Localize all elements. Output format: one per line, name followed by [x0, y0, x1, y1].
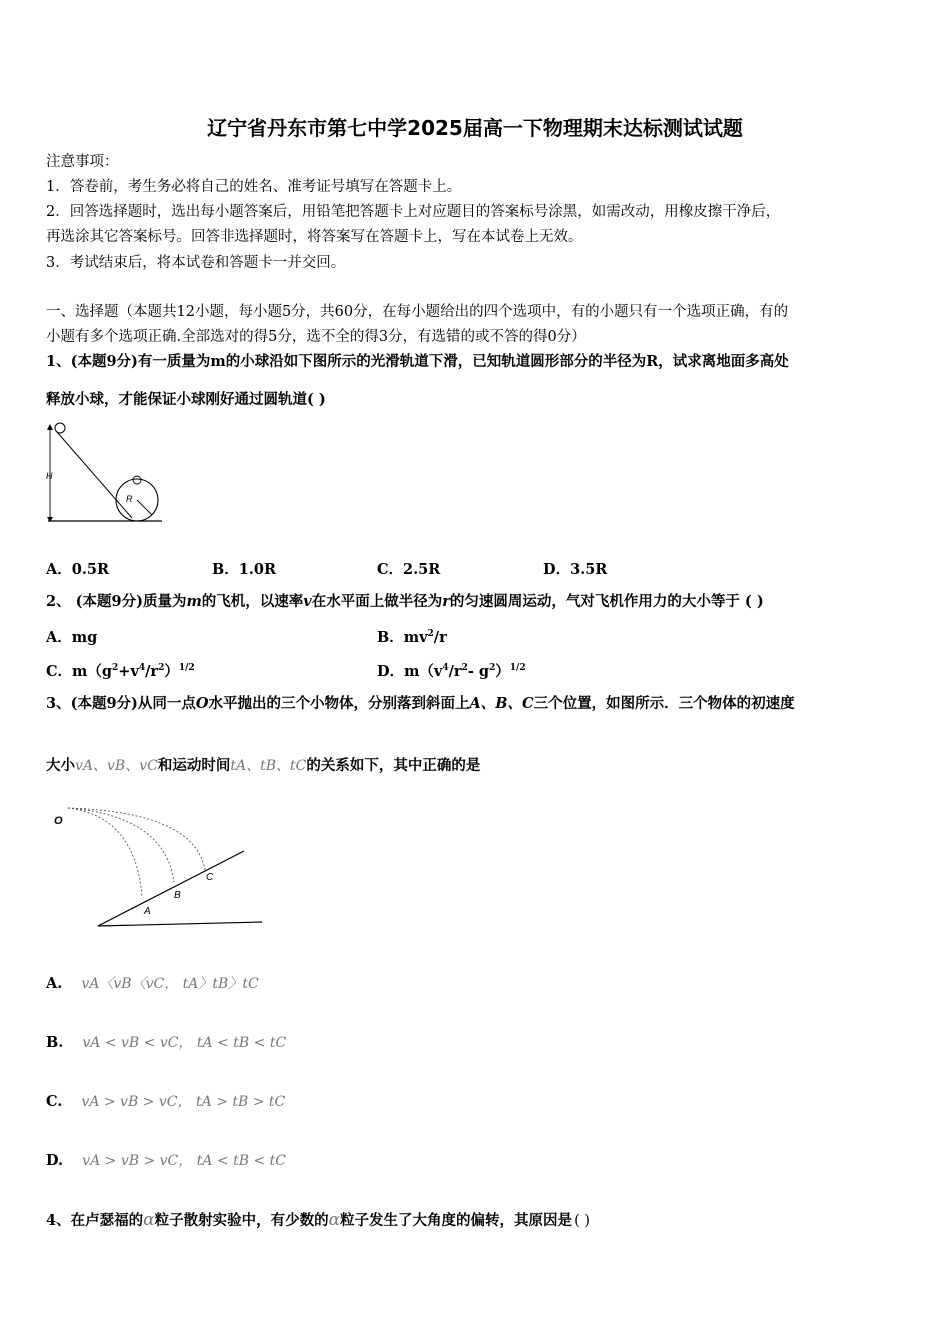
- page-title: 辽宁省丹东市第七中学2025届高一下物理期末达标测试试题: [207, 116, 743, 140]
- q2-option-c[interactable]: C．$m(g^2+v^4/r^2)^{1/2}$: [46, 663, 195, 680]
- q1-option-d[interactable]: D．3.5R: [543, 561, 608, 578]
- q2-text: 2、 (本题9分)质量为m的飞机，以速率v在水平面上做半径为r的匀速圆周运动，气对飞机作用力的大小等于 ( ): [46, 593, 764, 610]
- q1-loop-track-figure: [40, 418, 170, 530]
- q3-option-d[interactable]: D. vA > vB > vC， tA < tB < tC: [46, 1152, 286, 1169]
- q1-text-2: 释放小球，才能保证小球刚好通过圆轨道( ): [46, 391, 326, 408]
- incline-track: [57, 432, 132, 518]
- radius-line: [137, 500, 152, 515]
- q1-option-b[interactable]: B．1.0R: [212, 561, 277, 578]
- point-b-label: B: [174, 890, 181, 901]
- notice-heading: 注意事项：: [46, 154, 119, 170]
- slope-line: [98, 851, 244, 926]
- point-a-label: A: [144, 906, 151, 917]
- q1-option-c[interactable]: C．2.5R: [377, 561, 441, 578]
- point-o-label: O: [54, 815, 63, 827]
- section-instructions-2: 小题有多个选项正确.全部选对的得5分，选不全的得3分，有选错的或不答的得0分）: [46, 329, 586, 345]
- ground-line: [98, 922, 262, 926]
- height-arrow-top-icon: [47, 424, 53, 430]
- trajectory-a: [68, 808, 142, 896]
- q4-text: 4、在卢瑟福的α粒子散射实验中，有少数的α粒子发生了大角度的偏转，其原因是 ( ): [46, 1210, 590, 1230]
- q2-option-d[interactable]: D．$m(v^4/r^2-$ $g^2)^{1/2}$: [377, 663, 526, 680]
- notice-item-2: 2．回答选择题时，选出每小题答案后，用铅笔把答题卡上对应题目的答案标号涂黑，如需改动，用橡皮擦干净后，: [46, 204, 781, 220]
- height-label: H: [46, 471, 53, 481]
- radius-label: R: [126, 494, 133, 504]
- q3-projectile-figure: [50, 798, 270, 934]
- notice-item-2-cont: 再选涂其它答案标号。回答非选择题时，将答案写在答题卡上，写在本试卷上无效。: [46, 229, 583, 245]
- q3-option-c[interactable]: C. vA > vB > vC， tA > tB > tC: [46, 1093, 286, 1110]
- notice-item-1: 1．答卷前，考生务必将自己的姓名、准考证号填写在答题卡上。: [46, 179, 462, 195]
- section-instructions-1: 一、选择题（本题共12小题，每小题5分，共60分，在每小题给出的四个选项中，有的小题只有一个选项正确，有的: [46, 304, 789, 320]
- notice-item-3: 3．考试结束后，将本试卷和答题卡一并交回。: [46, 255, 346, 271]
- q2-option-a[interactable]: A．mg: [46, 629, 98, 646]
- q1-text-1: 1、(本题9分)有一质量为m的小球沿如下图所示的光滑轨道下滑，已知轨道圆形部分的半径为R，试求离地面多高处: [46, 353, 789, 370]
- ball-loop-icon: [133, 476, 141, 484]
- q3-option-a[interactable]: A. vA〈vB〈vC， tA〉tB〉tC: [46, 975, 259, 992]
- q3-text-2: 大小vA、vB、vC和运动时间tA、tB、tC的关系如下，其中正确的是: [46, 757, 481, 774]
- q2-option-b[interactable]: B．$mv^2/r$: [377, 629, 447, 646]
- q3-option-b[interactable]: B. vA < vB < vC， tA < tB < tC: [46, 1034, 287, 1051]
- trajectory-c: [68, 808, 205, 870]
- q3-text-1: 3、(本题9分)从同一点O水平抛出的三个小物体，分别落到斜面上A、B、C三个位置，如图所示．三个物体的初速度: [46, 695, 795, 712]
- trajectory-b: [68, 808, 174, 882]
- ball-top-icon: [55, 423, 65, 433]
- point-c-label: C: [206, 872, 214, 883]
- q1-option-a[interactable]: A．0.5R: [46, 561, 110, 578]
